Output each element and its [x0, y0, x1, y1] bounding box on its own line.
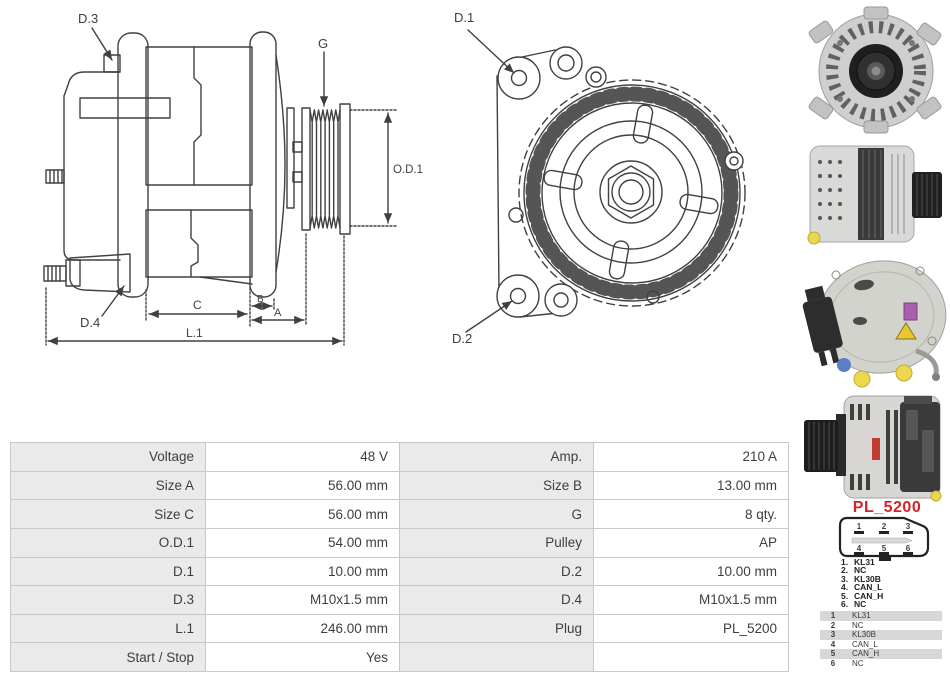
label-l1: L.1: [186, 326, 203, 340]
spec-row: [11, 528, 789, 557]
stator-split-upper: [194, 47, 201, 185]
spec-row: [11, 614, 789, 643]
spec-label: D.2: [400, 557, 594, 586]
alternator-rear-view-photo: [800, 255, 950, 388]
spec-label: Size C: [11, 500, 206, 529]
spec-label: Size A: [11, 471, 206, 500]
stator-lower: [146, 210, 252, 277]
pin-list-item: 1. KL31: [841, 557, 875, 567]
spec-value: 13.00 mm: [594, 471, 789, 500]
label-g: G: [318, 36, 329, 51]
spec-label: Size B: [400, 471, 594, 500]
plug-pin-table: [820, 611, 942, 669]
pin-number: 3: [905, 522, 911, 531]
spec-label: L.1: [11, 614, 206, 643]
spec-value: 246.00 mm: [206, 614, 400, 643]
pin-number: 4: [856, 544, 862, 553]
spec-value: [594, 643, 789, 672]
pin-number: 2: [881, 522, 887, 531]
shaft-disc: [287, 108, 294, 208]
pin-table-row: 3 KL30B: [820, 630, 942, 640]
spec-row: [11, 643, 789, 672]
label-d2: D.2: [452, 331, 473, 346]
pin-list-item: 2. NC: [841, 565, 867, 576]
plug-pinout-diagram: [838, 516, 938, 567]
pin-number: 5: [881, 544, 887, 553]
pin-number: 6: [905, 544, 911, 553]
spec-label: D.4: [400, 586, 594, 615]
pin-table-row: 6 NC: [830, 658, 864, 668]
terminal-stud-lower: [44, 260, 80, 286]
spec-label: G: [400, 500, 594, 529]
alternator-side-view-pulley-left-photo: [800, 390, 950, 505]
alternator-side-view-pulley-right-photo: [800, 136, 950, 254]
spec-label: D.3: [11, 586, 206, 615]
spec-value: 54.00 mm: [206, 528, 400, 557]
plug-title: PL_5200: [852, 499, 922, 516]
label-c: C: [193, 298, 202, 312]
spec-value: 56.00 mm: [206, 471, 400, 500]
stator-upper: [146, 47, 252, 185]
terminal-stud-upper: [46, 170, 64, 183]
d1-arrow: [468, 30, 514, 73]
label-d3: D.3: [78, 11, 99, 26]
front-bracket: [250, 32, 276, 297]
spec-value: 210 A: [594, 443, 789, 472]
spec-value: 48 V: [206, 443, 400, 472]
spec-row: [11, 443, 789, 472]
spec-label: Voltage: [11, 443, 206, 472]
spec-row: [11, 586, 789, 615]
spec-value: Yes: [206, 643, 400, 672]
pin-table-row: 5 CAN_H: [820, 649, 942, 659]
pin-table-row: 1 KL31: [820, 611, 942, 621]
spec-value: 10.00 mm: [594, 557, 789, 586]
spec-value: AP: [594, 528, 789, 557]
spec-row: [11, 500, 789, 529]
spec-value: M10x1.5 mm: [594, 586, 789, 615]
label-d1: D.1: [454, 10, 475, 25]
pin-table-row: 4 CAN_L: [830, 639, 878, 649]
mount-ear-bottom: [497, 275, 539, 317]
spec-table: [10, 442, 789, 672]
spec-row: [11, 557, 789, 586]
spec-label: Amp.: [400, 443, 594, 472]
pin-table-row: 2 NC: [830, 620, 864, 630]
plug-pin-list: [841, 558, 883, 608]
rear-housing-outline: [64, 72, 120, 260]
spec-label: Pulley: [400, 528, 594, 557]
pulley: [302, 104, 350, 234]
label-a: A: [274, 307, 282, 319]
spec-value: 10.00 mm: [206, 557, 400, 586]
label-od1: O.D.1: [393, 164, 424, 176]
spec-label: D.1: [11, 557, 206, 586]
alternator-front-view-photo: [800, 5, 950, 135]
side-view-drawing: [0, 0, 430, 360]
rear-bracket: [118, 33, 148, 297]
plug-key-slot: [852, 538, 912, 543]
spec-value: PL_5200: [594, 614, 789, 643]
d3-arrow: [92, 28, 112, 60]
spec-label: Plug: [400, 614, 594, 643]
pin-list-item: 6. NC: [841, 598, 867, 609]
spec-label: [400, 643, 594, 672]
d2-arrow: [466, 301, 512, 332]
pin-list-item: 4. CAN_L: [841, 582, 883, 593]
spec-label: Start / Stop: [11, 643, 206, 672]
label-b: B: [257, 294, 264, 305]
nose-cone: [276, 55, 285, 272]
pin-number: 1: [856, 522, 862, 531]
plate-left-edge: [497, 76, 499, 294]
label-d4: D.4: [80, 315, 101, 330]
front-view-drawing: [440, 0, 800, 360]
pin-list-item: 3. KL30B: [841, 573, 881, 584]
rear-boss: [80, 98, 170, 118]
spec-value: 8 qty.: [594, 500, 789, 529]
spec-value: M10x1.5 mm: [206, 586, 400, 615]
pin-list-item: 5. CAN_H: [841, 590, 884, 601]
spec-value: 56.00 mm: [206, 500, 400, 529]
spec-row: [11, 471, 789, 500]
stator-split-lower: [191, 210, 198, 277]
spec-label: O.D.1: [11, 528, 206, 557]
